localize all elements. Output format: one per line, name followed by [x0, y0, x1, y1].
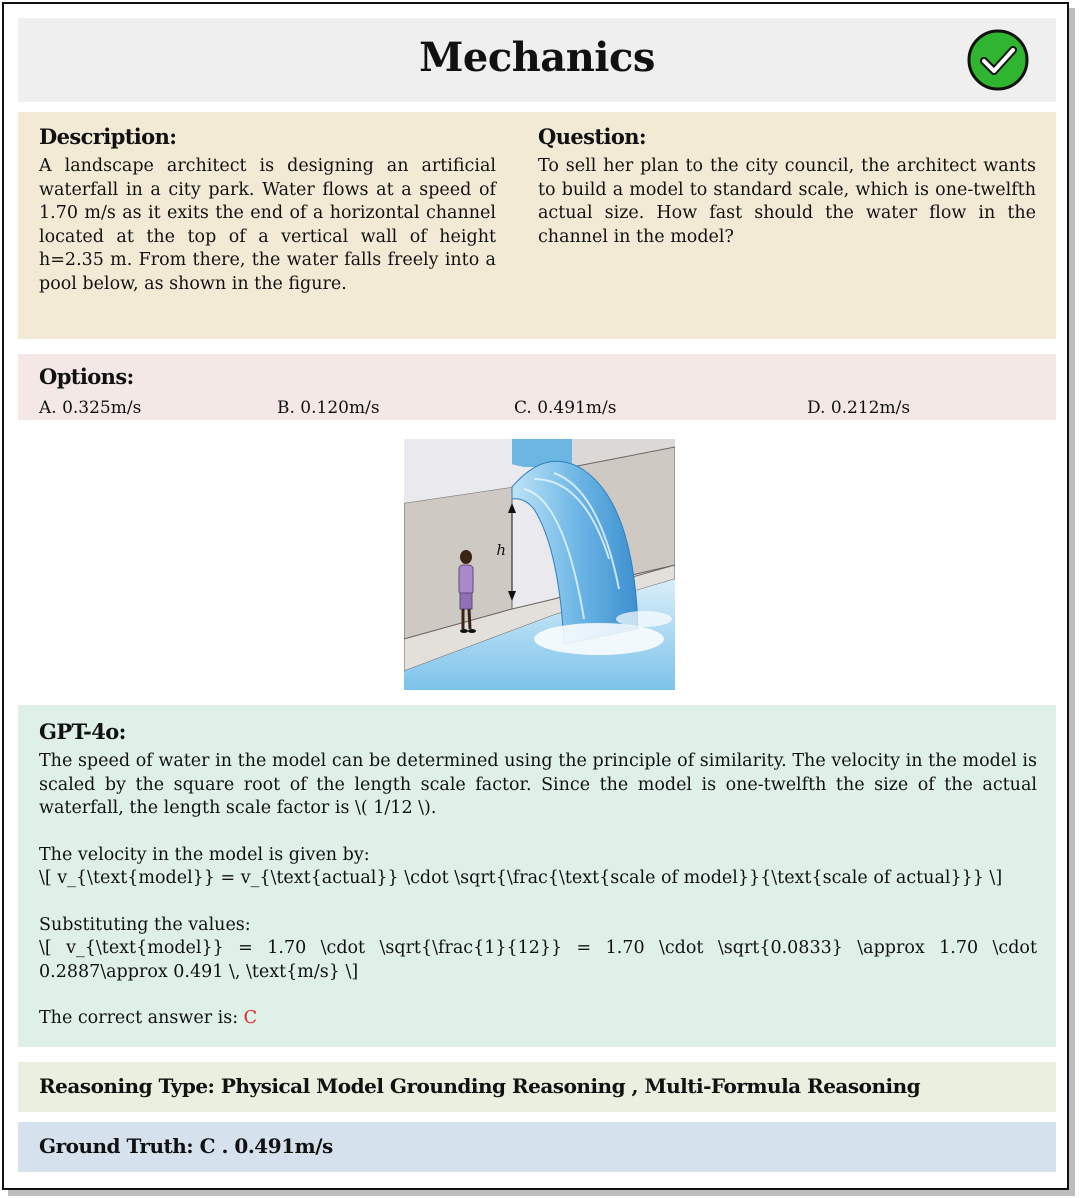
- formula-line: \[ v_{\text{model}} = v_{\text{actual}} \cdot \sqrt{\frac{\text{scale of model}}{\text{scale of actual}}} \]: [39, 868, 1003, 888]
- question-line: To sell her plan to the city council, the architect: [538, 156, 977, 176]
- response-line: Substituting the values:: [39, 914, 251, 935]
- option-b: B. 0.120m/s: [277, 398, 380, 418]
- ground-truth-bar: [18, 1122, 1056, 1172]
- model-heading: GPT-4o:: [39, 719, 126, 744]
- height-label: h: [496, 541, 506, 559]
- options-panel: [18, 354, 1056, 420]
- formula-line: \[ v_{\text{model}} = 1.70 \cdot \sqrt{\frac{1}{12}} = 1.70 \cdot \sqrt{0.0833} \approx 1.70 \cdot 0.2887\approx 0.491 \, \text{m/s} \]: [39, 938, 1037, 982]
- ground-truth-text: Ground Truth: C . 0.491m/s: [39, 1134, 333, 1158]
- description-section: [39, 124, 496, 296]
- model-response-panel: [18, 705, 1056, 1047]
- waterfall-figure: [404, 439, 675, 690]
- response-paragraph: [39, 914, 1037, 985]
- question-section: [538, 124, 1036, 249]
- description-question-panel: [18, 112, 1056, 339]
- response-paragraph: The speed of water in the model can be determined using the principle of similarity. The velocity in the model is scaled by the square root of the length scale factor. Since the model is one-twelfth the size of the actual waterfall, the length scale factor is \( 1/12 \).: [39, 751, 1037, 818]
- answer-line: [39, 1007, 1037, 1031]
- answer-letter: C: [243, 1008, 258, 1028]
- response-line: The velocity in the model is given by:: [39, 844, 370, 865]
- card-frame: [2, 2, 1069, 1190]
- question-line: one-twelfth actual size. How fast should the water: [538, 179, 1036, 223]
- page-title: Mechanics: [419, 34, 655, 81]
- model-response-content: [39, 719, 1037, 1031]
- question-heading: Question:: [538, 124, 647, 149]
- title-bar: [18, 18, 1056, 102]
- question-text: [538, 155, 1036, 249]
- question-line: flow in the channel in the model?: [538, 203, 1037, 247]
- answer-prefix: The correct answer is:: [39, 1008, 244, 1028]
- description-line: A landscape architect is designing an artificial: [39, 156, 496, 176]
- description-text: [39, 155, 496, 296]
- check-circle-icon: [966, 28, 1030, 92]
- question-line: wants to build a model to standard scale, which is: [538, 156, 1036, 200]
- description-line: of 1.70 m/s as it exits the end of a horizontal: [39, 179, 496, 223]
- reasoning-type-bar: [18, 1062, 1056, 1112]
- description-line: freely into a pool below, as shown in the figure.: [39, 250, 496, 294]
- options-heading: Options:: [39, 364, 134, 389]
- description-line: channel located at the top of a vertical wall of: [39, 203, 496, 247]
- option-c: C. 0.491m/s: [514, 398, 617, 418]
- option-a: A. 0.325m/s: [39, 398, 142, 418]
- description-line: waterfall in a city park. Water flows at a speed: [39, 179, 472, 200]
- reasoning-type-text: Reasoning Type: Physical Model Grounding Reasoning , Multi-Formula Reasoning: [39, 1074, 921, 1098]
- description-heading: Description:: [39, 124, 177, 149]
- response-paragraph: [39, 844, 1037, 891]
- description-line: height h=2.35 m. From there, the water falls: [39, 226, 496, 270]
- option-d: D. 0.212m/s: [807, 398, 911, 418]
